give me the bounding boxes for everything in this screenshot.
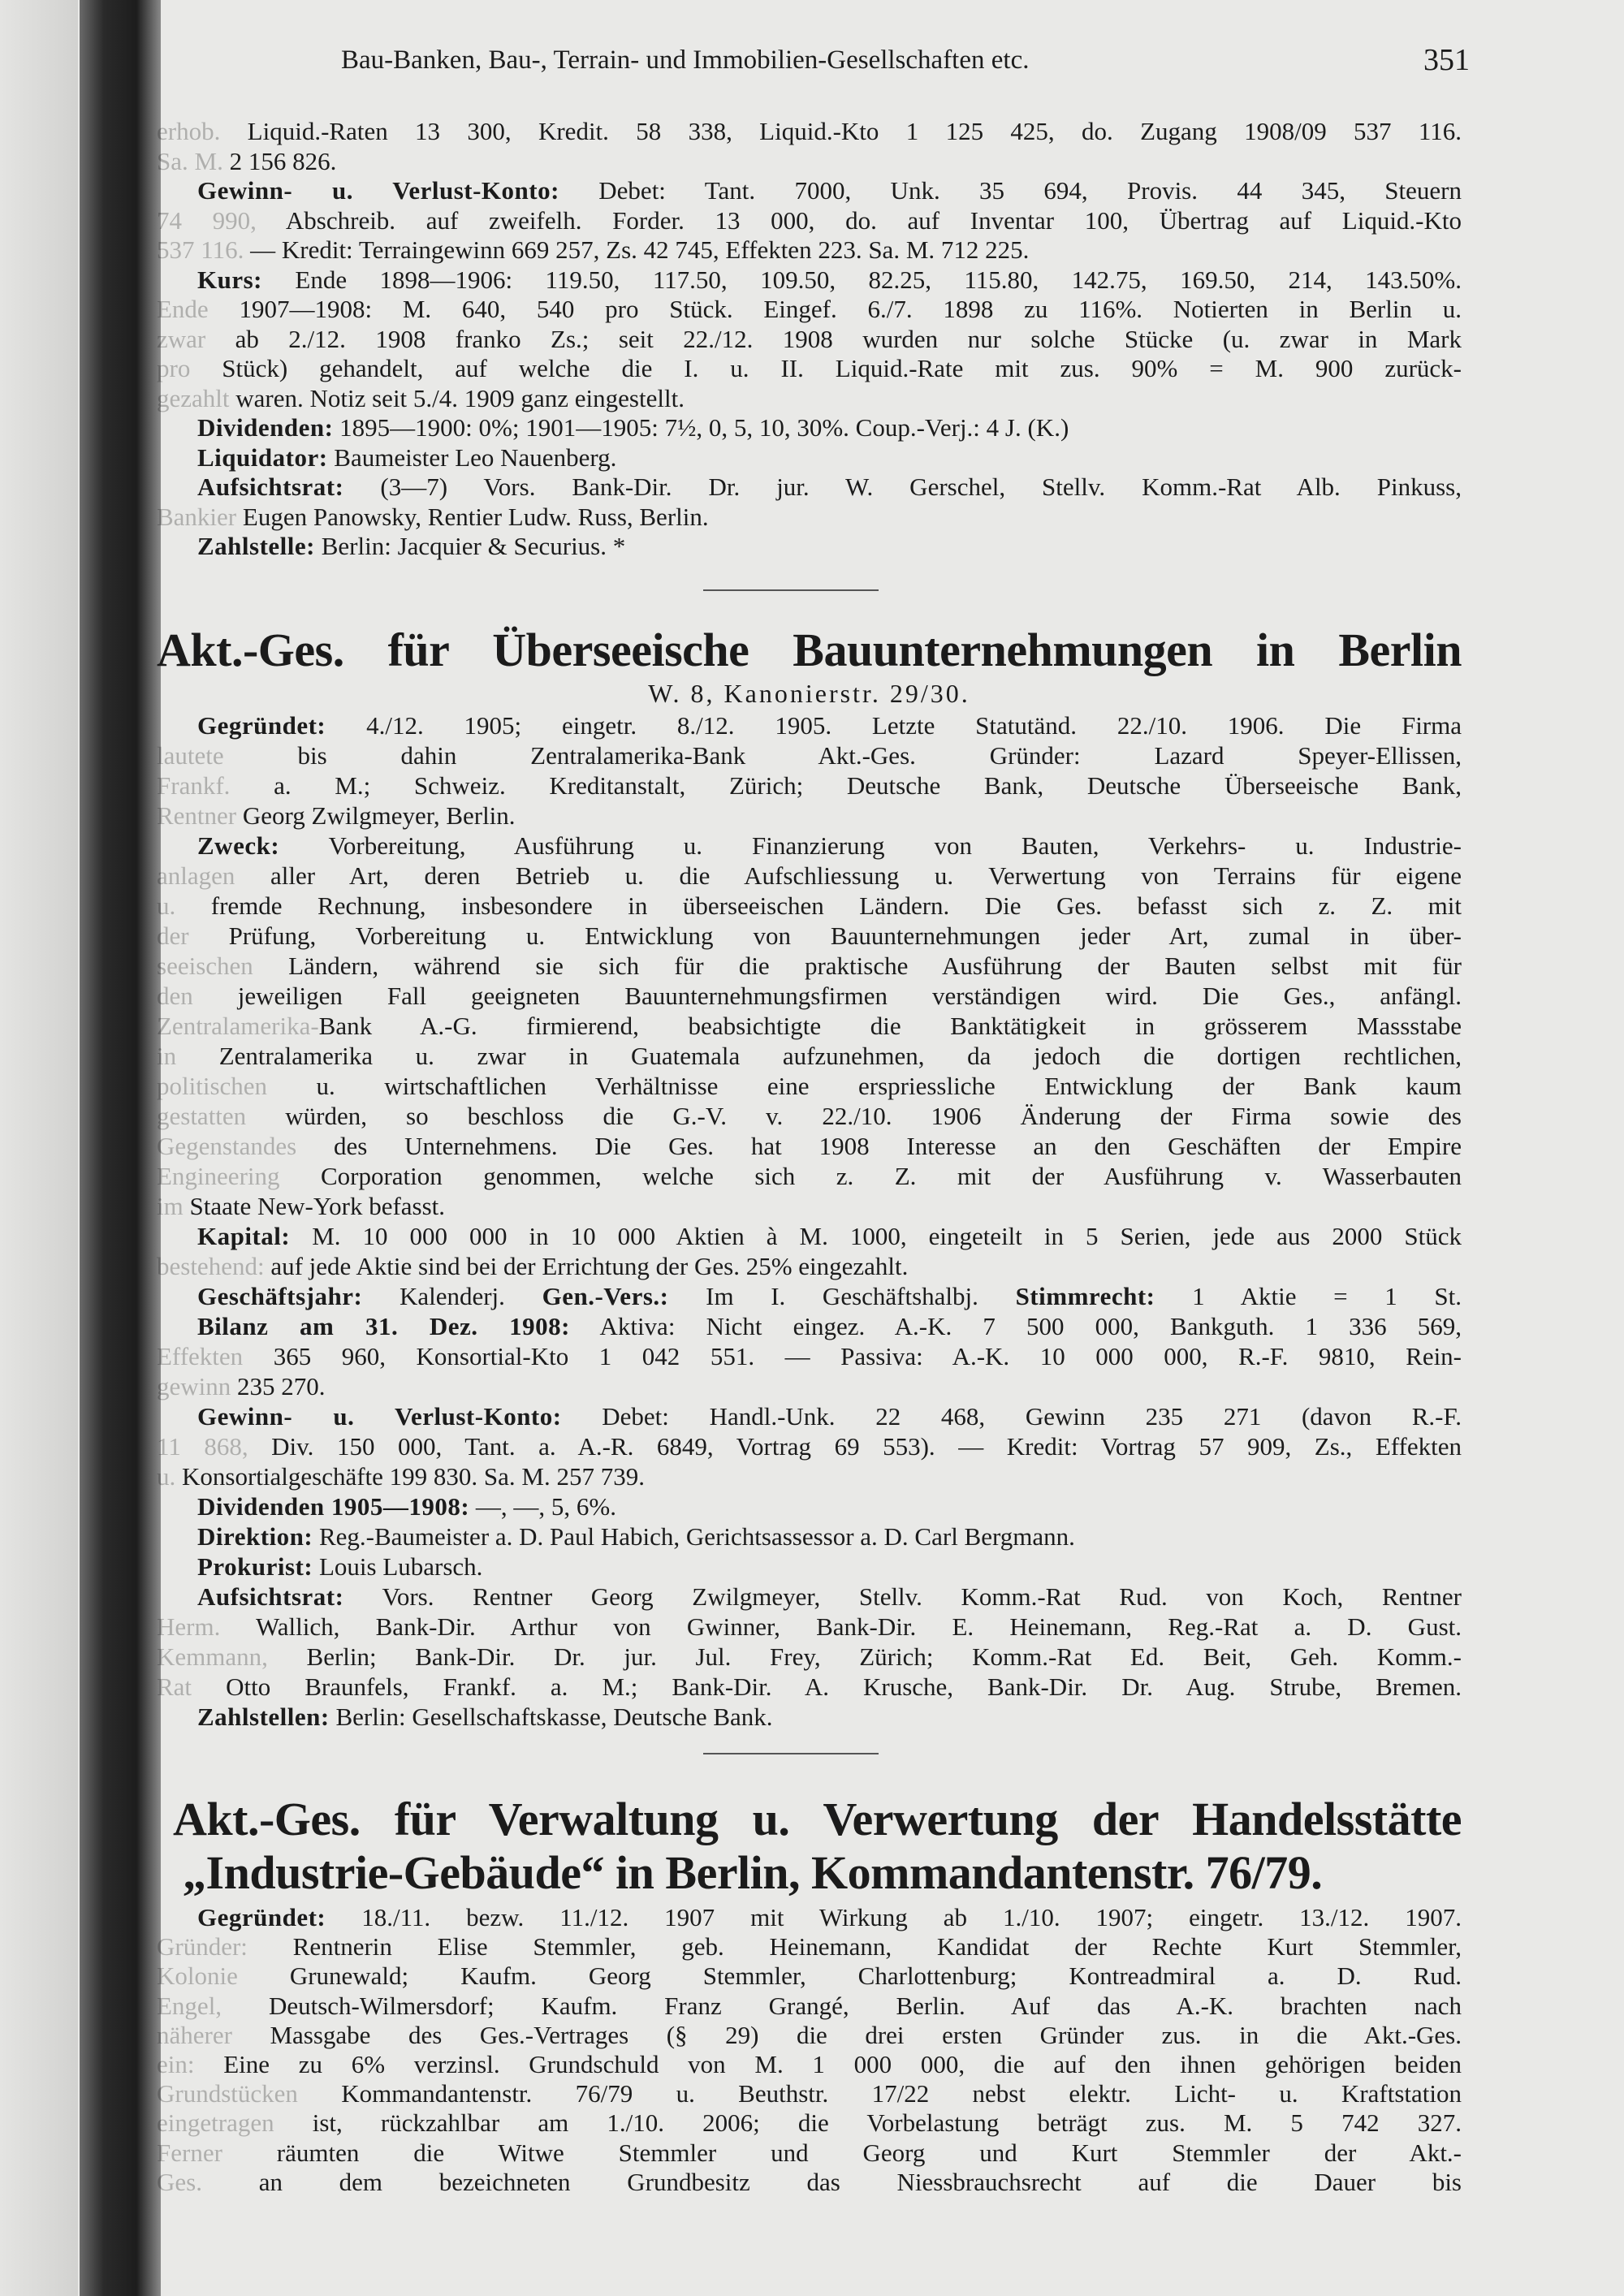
faded-text: Ges. bbox=[157, 2167, 259, 2196]
text-line bbox=[157, 1221, 1462, 1251]
run-in-heading: Gewinn- u. Verlust-Konto: bbox=[197, 176, 559, 205]
text-line bbox=[157, 1612, 1462, 1642]
run-in-heading: Stimmrecht: bbox=[1015, 1282, 1155, 1310]
line-text: räumten die Witwe Stemmler und Georg und Kurt Stemmler der Akt.- bbox=[276, 2138, 1462, 2167]
line-text: u. wirtschaftlichen Verhältnisse eine erspriessliche Entwicklung der Bank kaum bbox=[316, 1072, 1462, 1100]
page-number: 351 bbox=[1423, 43, 1470, 77]
faded-text: Sa. M. bbox=[157, 146, 230, 175]
faded-text: Kemmann, bbox=[157, 1642, 307, 1671]
line-text: Corporation genommen, welche sich z. Z. mit der Ausführung v. Wasserbauten bbox=[320, 1162, 1462, 1190]
line-text: Bank A.-G. firmierend, beabsichtigte die Banktätigkeit in grösserem Massstabe bbox=[318, 1012, 1462, 1040]
faded-text: 537 116. bbox=[157, 235, 251, 264]
line-text: — Kredit: Terraingewinn 669 257, Zs. 42 745, Effekten 223. Sa. M. 712 225. bbox=[250, 235, 1030, 264]
line-text: Stück) gehandelt, auf welche die I. u. II. Liquid.-Rate mit zus. 90% = M. 900 zurück- bbox=[222, 354, 1462, 382]
line-text: Grunewald; Kaufm. Georg Stemmler, Charlottenburg; Kontreadmiral a. D. Rud. bbox=[289, 1962, 1462, 1991]
faded-text: Gründer: bbox=[157, 1932, 293, 1962]
line-text: Wallich, Bank-Dir. Arthur von Gwinner, Bank-Dir. E. Heinemann, Reg.-Rat a. D. Gust. bbox=[256, 1612, 1462, 1641]
faded-text: eingetragen bbox=[157, 2108, 313, 2138]
text-line bbox=[157, 265, 1462, 296]
run-in-heading: Aufsichtsrat: bbox=[197, 473, 344, 501]
line-text: des Unternehmens. Die Ges. hat 1908 Interesse an den Geschäften der Empire bbox=[334, 1132, 1462, 1160]
text-line bbox=[157, 206, 1462, 236]
line-text: Zentralamerika u. zwar in Guatemala aufzunehmen, da jedoch die dortigen rechtlichen, bbox=[218, 1042, 1462, 1070]
faded-text: gewinn bbox=[157, 1372, 238, 1400]
faded-text: Engineering bbox=[157, 1162, 321, 1190]
running-header bbox=[341, 42, 1470, 78]
text-line bbox=[157, 1672, 1462, 1702]
text-line bbox=[157, 2079, 1462, 2108]
text-line bbox=[157, 2168, 1462, 2197]
text-line bbox=[157, 2050, 1462, 2079]
run-in-heading: Dividenden: bbox=[197, 413, 334, 442]
text-line bbox=[157, 443, 1462, 473]
section-divider bbox=[703, 1753, 879, 1754]
faded-text: Engel, bbox=[157, 1991, 269, 2020]
faded-text: Herm. bbox=[157, 1612, 257, 1641]
line-text: Kalenderj. bbox=[362, 1282, 542, 1310]
text-line bbox=[157, 770, 1462, 801]
text-line bbox=[157, 740, 1462, 770]
text-line bbox=[157, 1962, 1462, 1991]
text-line bbox=[157, 981, 1462, 1011]
text-line bbox=[157, 325, 1462, 355]
line-text: Vorbereitung, Ausführung u. Finanzierung von Bauten, Verkehrs- u. Industrie- bbox=[279, 831, 1462, 860]
line-text: würden, so beschloss die G.-V. v. 22./10. 1906 Änderung der Firma sowie des bbox=[285, 1102, 1462, 1130]
line-text: Div. 150 000, Tant. a. A.-R. 6849, Vortrag 69 553). — Kredit: Vortrag 57 909, Zs., Effekten bbox=[271, 1432, 1462, 1461]
run-in-heading: Gewinn- u. Verlust-Konto: bbox=[197, 1402, 562, 1431]
run-in-heading: Geschäftsjahr: bbox=[197, 1282, 363, 1310]
run-in-heading: Prokurist: bbox=[197, 1552, 313, 1581]
line-text: Eugen Panowsky, Rentier Ludw. Russ, Berlin. bbox=[242, 502, 709, 531]
line-text: 1907—1908: M. 640, 540 pro Stück. Eingef. 6./7. 1898 zu 116%. Notierten in Berlin u. bbox=[239, 295, 1462, 323]
run-in-heading: Zahlstellen: bbox=[197, 1703, 330, 1731]
line-text: Berlin; Bank-Dir. Dr. jur. Jul. Frey, Zürich; Komm.-Rat Ed. Beit, Geh. Komm.- bbox=[306, 1642, 1462, 1671]
text-line bbox=[157, 921, 1462, 951]
text-line bbox=[157, 1903, 1462, 1932]
text-line bbox=[157, 1071, 1462, 1101]
faded-text: Zentralamerika- bbox=[157, 1012, 319, 1040]
faded-text: Gegenstandes bbox=[157, 1132, 334, 1160]
entry-title: Akt.-Ges. für Überseeische Bauunternehmungen in Berlin bbox=[157, 624, 1462, 676]
faded-text: Ende bbox=[157, 295, 240, 323]
line-text: Louis Lubarsch. bbox=[313, 1552, 483, 1581]
faded-text: u. bbox=[157, 891, 211, 920]
line-text: —, —, 5, 6%. bbox=[469, 1492, 616, 1521]
line-text: ab 2./12. 1908 franko Zs.; seit 22./12. 1908 wurden nur solche Stücke (u. zwar in Mark bbox=[235, 324, 1462, 353]
text-line bbox=[157, 503, 1462, 533]
faded-text: in bbox=[157, 1042, 219, 1070]
line-text: Eine zu 6% verzinsl. Grundschuld von M. 1 000 000, die auf den ihnen gehörigen beiden bbox=[223, 2050, 1462, 2079]
text-line bbox=[157, 1401, 1462, 1431]
text-line bbox=[157, 861, 1462, 891]
faded-text: zwar bbox=[157, 324, 235, 353]
text-line bbox=[157, 1101, 1462, 1131]
line-text: an dem bezeichneten Grundbesitz das Niessbrauchsrecht auf die Dauer bis bbox=[258, 2167, 1462, 2196]
faded-text: Ferner bbox=[157, 2138, 277, 2167]
line-text: 235 270. bbox=[237, 1372, 326, 1400]
text-line bbox=[157, 413, 1462, 443]
faded-text: im bbox=[157, 1192, 190, 1220]
faded-text: Frankf. bbox=[157, 771, 274, 800]
run-in-heading: Aufsichtsrat: bbox=[197, 1582, 344, 1611]
text-line bbox=[157, 295, 1462, 325]
faded-text: 11 868, bbox=[157, 1432, 272, 1461]
text-line bbox=[157, 473, 1462, 503]
line-text: 18./11. bezw. 11./12. 1907 mit Wirkung ab 1./10. 1907; eingetr. 13./12. 1907. bbox=[326, 1903, 1462, 1931]
line-text: Im I. Geschäftshalbj. bbox=[668, 1282, 1016, 1310]
text-line bbox=[157, 891, 1462, 921]
text-line bbox=[157, 1932, 1462, 1962]
line-text: Ländern, während sie sich für die praktische Ausführung der Bauten selbst mit für bbox=[288, 952, 1462, 980]
text-line bbox=[157, 831, 1462, 861]
text-line bbox=[157, 2138, 1462, 2168]
entry-address: W. 8, Kanonierstr. 29/30. bbox=[648, 679, 970, 708]
line-text: 1 Aktie = 1 St. bbox=[1155, 1282, 1462, 1310]
faded-text: erhob. bbox=[157, 117, 248, 145]
faded-text: Rat bbox=[157, 1672, 227, 1701]
text-line bbox=[157, 354, 1462, 384]
faded-text: Kolonie bbox=[157, 1962, 290, 1991]
faded-text: 74 990, bbox=[157, 205, 286, 235]
faded-text: pro bbox=[157, 354, 222, 382]
line-text: M. 10 000 000 in 10 000 Aktien à M. 1000, eingeteilt in 5 Serien, jede aus 2000 Stück bbox=[290, 1222, 1462, 1250]
text-line bbox=[157, 532, 1462, 562]
text-line bbox=[157, 1582, 1462, 1612]
run-in-heading: Zahlstelle: bbox=[197, 532, 315, 560]
line-text: Reg.-Baumeister a. D. Paul Habich, Gerichtsassessor a. D. Carl Bergmann. bbox=[313, 1522, 1075, 1551]
run-in-heading: Dividenden 1905—1908: bbox=[197, 1492, 470, 1521]
text-line bbox=[157, 1702, 1462, 1732]
text-line bbox=[157, 801, 1462, 831]
text-line bbox=[157, 1341, 1462, 1371]
text-line bbox=[157, 1371, 1462, 1401]
text-line bbox=[157, 2108, 1462, 2138]
line-text: bis dahin Zentralamerika-Bank Akt.-Ges. Gründer: Lazard Speyer-Ellissen, bbox=[297, 741, 1462, 770]
line-text: 365 960, Konsortial-Kto 1 042 551. — Passiva: A.-K. 10 000 000, R.-F. 9810, Rein- bbox=[273, 1342, 1462, 1370]
text-line bbox=[157, 384, 1462, 414]
faded-text: der bbox=[157, 921, 229, 950]
line-text: Debet: Handl.-Unk. 22 468, Gewinn 235 271 (davon R.-F. bbox=[561, 1402, 1462, 1431]
line-text: 4./12. 1905; eingetr. 8./12. 1905. Letzte Statutänd. 22./10. 1906. Die Firma bbox=[326, 711, 1462, 740]
line-text: Baumeister Leo Nauenberg. bbox=[327, 442, 617, 472]
run-in-heading: Liquidator: bbox=[197, 442, 328, 472]
binding-shadow bbox=[80, 0, 161, 2296]
line-text: 1895—1900: 0%; 1901—1905: 7½, 0, 5, 10, 30%. Coup.-Verj.: 4 J. (K.) bbox=[333, 413, 1069, 442]
text-line bbox=[157, 1461, 1462, 1491]
text-line bbox=[157, 1251, 1462, 1281]
run-in-heading: Gegründet: bbox=[197, 1903, 326, 1931]
line-text: Otto Braunfels, Frankf. a. M.; Bank-Dir. A. Krusche, Bank-Dir. Dr. Aug. Strube, Bremen. bbox=[226, 1672, 1462, 1701]
entry-body bbox=[157, 710, 1462, 1732]
running-title: Bau-Banken, Bau-, Terrain- und Immobilien-Gesellschaften etc. bbox=[341, 45, 1030, 75]
faded-text: Bankier bbox=[157, 502, 243, 531]
entry-body bbox=[157, 1903, 1462, 2197]
line-text: 2 156 826. bbox=[229, 146, 337, 175]
text-line bbox=[157, 1281, 1462, 1311]
text-line bbox=[157, 1491, 1462, 1521]
text-line bbox=[157, 1161, 1462, 1191]
faded-text: anlagen bbox=[157, 861, 270, 890]
text-line bbox=[157, 1552, 1462, 1582]
text-line bbox=[157, 1191, 1462, 1221]
faded-text: näherer bbox=[157, 2020, 270, 2049]
line-text: ist, rückzahlbar am 1./10. 2006; die Vorbelastung beträgt zus. M. 5 742 327. bbox=[312, 2108, 1462, 2138]
faded-text: ein: bbox=[157, 2050, 224, 2079]
faded-text: bestehend: bbox=[157, 1252, 271, 1280]
faded-text: seeischen bbox=[157, 952, 289, 980]
line-text: Deutsch-Wilmersdorf; Kaufm. Franz Grangé, Berlin. Auf das A.-K. brachten nach bbox=[268, 1991, 1462, 2020]
line-text: a. M.; Schweiz. Kreditanstalt, Zürich; Deutsche Bank, Deutsche Überseeische Bank, bbox=[274, 771, 1462, 800]
line-text: waren. Notiz seit 5./4. 1909 ganz eingestellt. bbox=[235, 383, 685, 412]
line-text: Prüfung, Vorbereitung u. Entwicklung von Bauunternehmungen jeder Art, zumal in über- bbox=[228, 921, 1462, 950]
text-line bbox=[157, 1992, 1462, 2021]
line-text: Abschreib. auf zweifelh. Forder. 13 000, do. auf Inventar 100, Übertrag auf Liquid.-Kto bbox=[285, 205, 1462, 235]
line-text: fremde Rechnung, insbesondere in überseeischen Ländern. Die Ges. befasst sich z. Z. mit bbox=[210, 891, 1462, 920]
text-line bbox=[157, 1311, 1462, 1341]
adjacent-page-edge bbox=[0, 0, 78, 2296]
text-line bbox=[157, 176, 1462, 206]
run-in-heading: Gegründet: bbox=[197, 711, 326, 740]
text-line bbox=[157, 1431, 1462, 1461]
text-line bbox=[157, 1131, 1462, 1161]
run-in-heading: Direktion: bbox=[197, 1522, 313, 1551]
run-in-heading: Kapital: bbox=[197, 1222, 291, 1250]
line-text: (3—7) Vors. Bank-Dir. Dr. jur. W. Gerschel, Stellv. Komm.-Rat Alb. Pinkuss, bbox=[343, 473, 1462, 501]
faded-text: gestatten bbox=[157, 1102, 286, 1130]
run-in-heading: Kurs: bbox=[197, 265, 262, 294]
line-text: Rentnerin Elise Stemmler, geb. Heinemann, Kandidat der Rechte Kurt Stemmler, bbox=[292, 1932, 1462, 1962]
text-line bbox=[157, 1521, 1462, 1552]
line-text: Berlin: Gesellschaftskasse, Deutsche Bank. bbox=[329, 1703, 773, 1731]
faded-text: Grundstücken bbox=[157, 2079, 342, 2108]
line-text: auf jede Aktie sind bei der Errichtung der Ges. 25% eingezahlt. bbox=[270, 1252, 909, 1280]
text-line bbox=[157, 710, 1462, 740]
section-divider bbox=[703, 589, 879, 591]
text-line bbox=[157, 2021, 1462, 2050]
line-text: Aktiva: Nicht eingez. A.-K. 7 500 000, Bankguth. 1 336 569, bbox=[570, 1312, 1462, 1340]
run-in-heading: Zweck: bbox=[197, 831, 280, 860]
line-text: Konsortialgeschäfte 199 830. Sa. M. 257 739. bbox=[182, 1462, 645, 1491]
text-line bbox=[157, 1642, 1462, 1672]
faded-text: lautete bbox=[157, 741, 298, 770]
line-text: Liquid.-Raten 13 300, Kredit. 58 338, Liquid.-Kto 1 125 425, do. Zugang 1908/09 537 116. bbox=[247, 117, 1462, 145]
line-text: Ende 1898—1906: 119.50, 117.50, 109.50, 82.25, 115.80, 142.75, 169.50, 214, 143.50%. bbox=[262, 265, 1462, 294]
line-text: Berlin: Jacquier & Securius. * bbox=[315, 532, 626, 560]
faded-text: Effekten bbox=[157, 1342, 274, 1370]
faded-text: Rentner bbox=[157, 801, 243, 830]
text-line bbox=[157, 117, 1462, 147]
text-line bbox=[157, 951, 1462, 981]
entry-continued bbox=[157, 117, 1462, 562]
line-text: Debet: Tant. 7000, Unk. 35 694, Provis. 44 345, Steuern bbox=[559, 176, 1462, 205]
line-text: Vors. Rentner Georg Zwilgmeyer, Stellv. Komm.-Rat Rud. von Koch, Rentner bbox=[343, 1582, 1462, 1611]
faded-text: gezahlt bbox=[157, 383, 236, 412]
run-in-heading: Bilanz am 31. Dez. 1908: bbox=[197, 1312, 571, 1340]
line-text: aller Art, deren Betrieb u. die Aufschliessung u. Verwertung von Terrains für eigene bbox=[270, 861, 1462, 890]
line-text: Georg Zwilgmeyer, Berlin. bbox=[242, 801, 516, 830]
text-line bbox=[157, 1011, 1462, 1041]
line-text: Staate New-York befasst. bbox=[189, 1192, 446, 1220]
line-text: jeweiligen Fall geeigneten Bauunternehmungsfirmen verständigen wird. Die Ges., anfängl. bbox=[237, 982, 1462, 1010]
faded-text: den bbox=[157, 982, 238, 1010]
line-text: Kommandantenstr. 76/79 u. Beuthstr. 17/22 nebst elektr. Licht- u. Kraftstation bbox=[341, 2079, 1462, 2108]
line-text: Massgabe des Ges.-Vertrages (§ 29) die drei ersten Gründer zus. in die Akt.-Ges. bbox=[270, 2020, 1462, 2049]
run-in-heading: Gen.-Vers.: bbox=[542, 1282, 669, 1310]
text-line bbox=[157, 147, 1462, 177]
entry-title-line1: Akt.-Ges. für Verwaltung u. Verwertung der Handelsstätte bbox=[173, 1793, 1462, 1845]
text-line bbox=[157, 235, 1462, 265]
faded-text: u. bbox=[157, 1462, 182, 1491]
entry-title-line2: „Industrie-Gebäude“ in Berlin, Kommandantenstr. 76/79. bbox=[183, 1846, 1323, 1899]
faded-text: politischen bbox=[157, 1072, 317, 1100]
text-line bbox=[157, 1041, 1462, 1071]
